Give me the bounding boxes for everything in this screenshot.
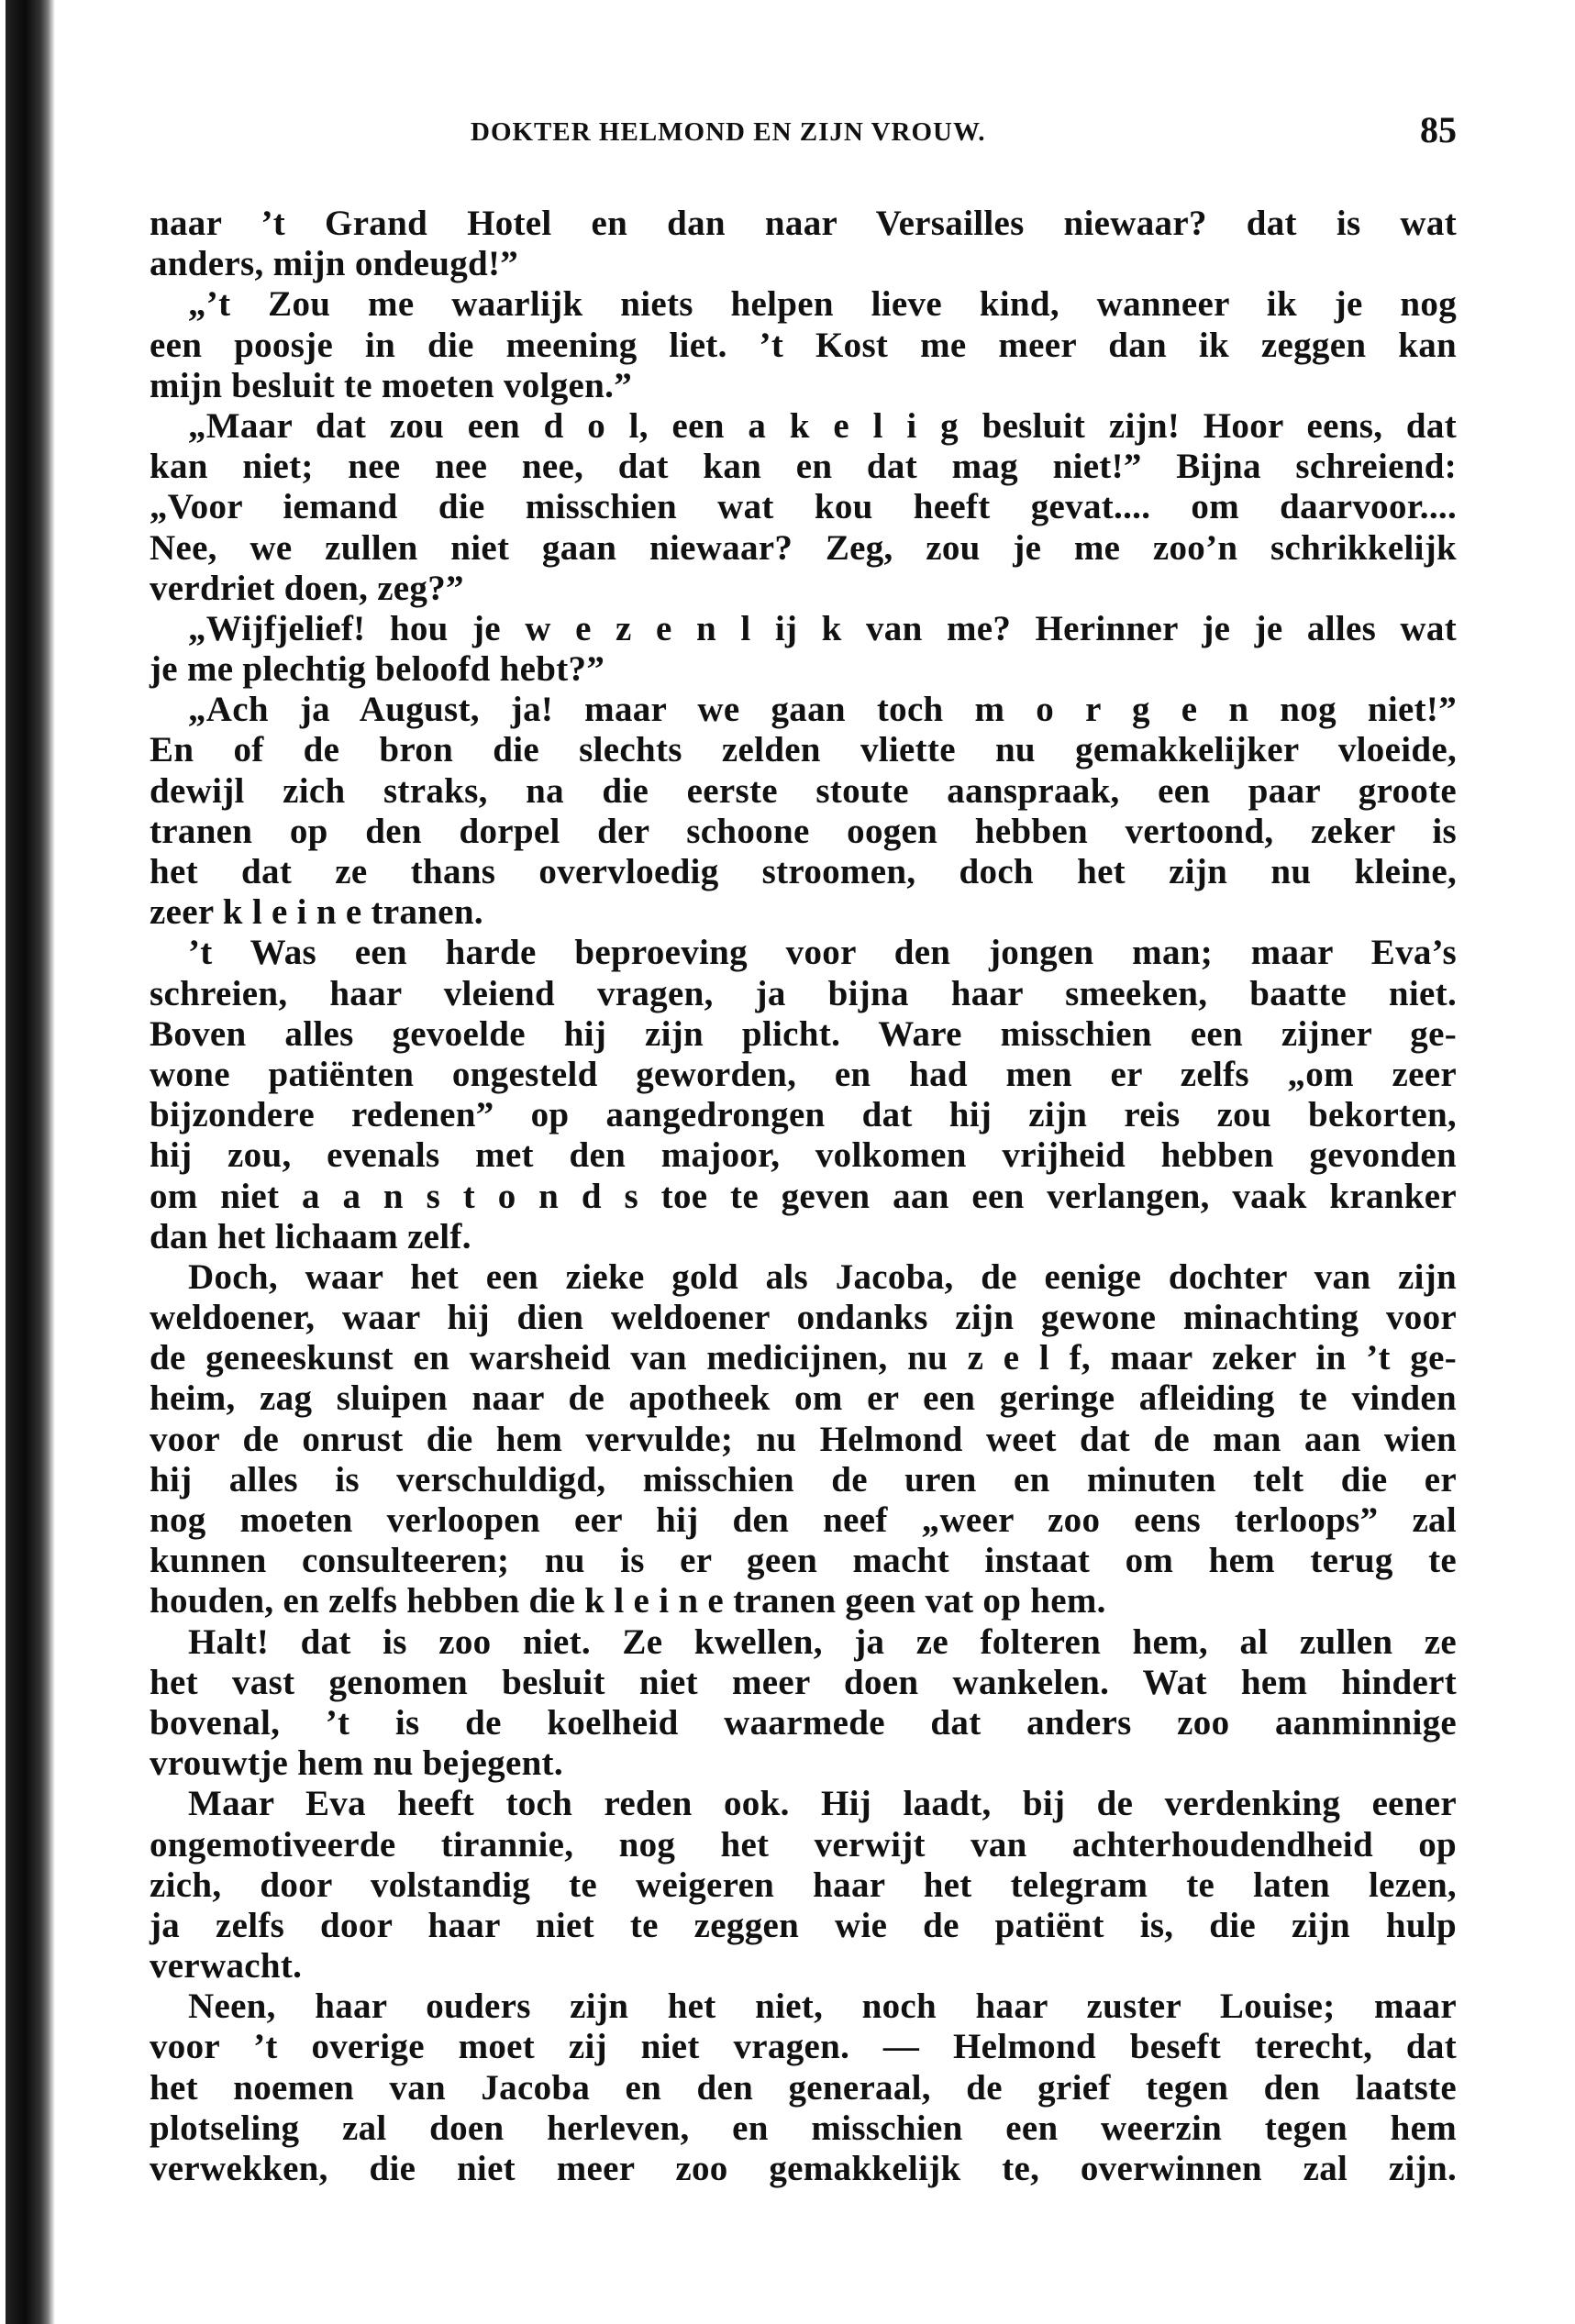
text-line: om niet a a n s t o n d s toe te geven aan een verlangen, vaak kranker [150, 1176, 1457, 1216]
text-line: dewijl zich straks, na die eerste stoute aanspraak, een paar groote [150, 770, 1457, 811]
text-line: heim, zag sluipen naar de apotheek om er een geringe afleiding te vinden [150, 1378, 1457, 1419]
text-line: anders, mijn ondeugd!” [150, 244, 519, 284]
text-line: bijzondere redenen” op aangedrongen dat hij zijn reis zou bekorten, [150, 1095, 1457, 1135]
text-line: „’t Zou me waarlijk niets helpen lieve kind, wanneer ik je nog [188, 284, 1457, 325]
text-line: tranen op den dorpel der schoone oogen hebben vertoond, zeker is [150, 811, 1457, 851]
text-line: „Ach ja August, ja! maar we gaan toch m o r g e n nog niet!” [188, 690, 1457, 730]
text-line: ’t Was een harde beproeving voor den jongen man; maar Eva’s [188, 933, 1457, 973]
text-line: dan het lichaam zelf. [150, 1216, 471, 1256]
text-line: ongemotiveerde tirannie, nog het verwijt van achterhoudendheid op [150, 1824, 1457, 1865]
running-title: DOKTER HELMOND EN ZIJN VROUW. [471, 117, 986, 147]
text-line: Boven alles gevoelde hij zijn plicht. Ware misschien een zijner ge- [150, 1013, 1457, 1054]
text-line: kunnen consulteeren; nu is er geen macht instaat om hem terug te [150, 1541, 1457, 1581]
text-line: verwacht. [150, 1946, 303, 1986]
text-line: het vast genomen besluit niet meer doen wankelen. Wat hem hindert [150, 1662, 1457, 1702]
text-line: schreien, haar vleiend vragen, ja bijna haar smeeken, baatte niet. [150, 973, 1457, 1013]
text-line: een poosje in die meening liet. ’t Kost me meer dan ik zeggen kan [150, 325, 1457, 365]
text-line: Doch, waar het een zieke gold als Jacoba, de eenige dochter van zijn [188, 1256, 1457, 1297]
page-number: 85 [1420, 109, 1457, 150]
text-line: Halt! dat is zoo niet. Ze kwellen, ja ze folteren hem, al zullen ze [188, 1621, 1457, 1662]
text-line: vrouwtje hem nu bejegent. [150, 1743, 563, 1784]
text-line: voor ’t overige moet zij niet vragen. — Helmond beseft terecht, dat [150, 2027, 1457, 2067]
text-line: de geneeskunst en warsheid van medicijnen, nu z e l f, maar zeker in ’t ge- [150, 1338, 1457, 1378]
text-line: ja zelfs door haar niet te zeggen wie de patiënt is, die zijn hulp [150, 1905, 1457, 1945]
text-line: En of de bron die slechts zelden vliette nu gemakkelijker vloeide, [150, 730, 1457, 770]
text-line: weldoener, waar hij dien weldoener ondanks zijn gewone minachting voor [150, 1298, 1457, 1338]
text-line: hij zou, evenals met den majoor, volkomen vrijheid hebben gevonden [150, 1135, 1457, 1176]
text-line: het dat ze thans overvloedig stroomen, doch het zijn nu kleine, [150, 852, 1457, 891]
text-line: verwekken, die niet meer zoo gemakkelijk te, overwinnen zal zijn. [150, 2149, 1457, 2188]
text-line: bovenal, ’t is de koelheid waarmede dat anders zoo aanminnige [150, 1702, 1457, 1743]
text-line: plotseling zal doen herleven, en misschien een weerzin tegen hem [150, 2108, 1457, 2148]
text-line: zich, door volstandig te weigeren haar het telegram te laten lezen, [150, 1865, 1457, 1905]
text-line: „Wijfjelief! hou je w e z e n l ij k van me? Herinner je je alles wat [188, 608, 1457, 648]
text-line: je me plechtig beloofd hebt?” [150, 649, 605, 690]
text-line: zeer k l e i n e tranen. [150, 892, 483, 933]
page-header [150, 108, 1457, 154]
text-line: Maar Eva heeft toch reden ook. Hij laadt, bij de verdenking eener [188, 1784, 1457, 1824]
text-line: wone patiënten ongesteld geworden, en had men er zelfs „om zeer [150, 1054, 1457, 1094]
text-line: houden, en zelfs hebben die k l e i n e tranen geen vat op hem. [150, 1581, 1106, 1621]
text-line: Nee, we zullen niet gaan niewaar? Zeg, zou je me zoo’n schrikkelijk [150, 527, 1457, 568]
text-line: het noemen van Jacoba en den generaal, de grief tegen den laatste [150, 2067, 1457, 2108]
text-line: nog moeten verloopen eer hij den neef „weer zoo eens terloops” zal [150, 1500, 1457, 1540]
text-line: Neen, haar ouders zijn het niet, noch haar zuster Louise; maar [188, 1986, 1457, 2027]
text-line: naar ’t Grand Hotel en dan naar Versailles niewaar? dat is wat [150, 204, 1457, 243]
text-line: „Maar dat zou een d o l, een a k e l i g besluit zijn! Hoor eens, dat [188, 405, 1457, 446]
text-line: verdriet doen, zeg?” [150, 568, 464, 608]
text-line: mijn besluit te moeten volgen.” [150, 365, 632, 405]
text-line: kan niet; nee nee nee, dat kan en dat mag niet!” Bijna schreiend: [150, 447, 1457, 487]
text-line: „Voor iemand die misschien wat kou heeft gevat.... om daarvoor.... [150, 487, 1457, 527]
body-text [150, 204, 1457, 2189]
book-binding-edge [6, 0, 55, 2324]
text-line: hij alles is verschuldigd, misschien de uren en minuten telt die er [150, 1459, 1457, 1500]
text-line: voor de onrust die hem vervulde; nu Helmond weet dat de man aan wien [150, 1419, 1457, 1459]
